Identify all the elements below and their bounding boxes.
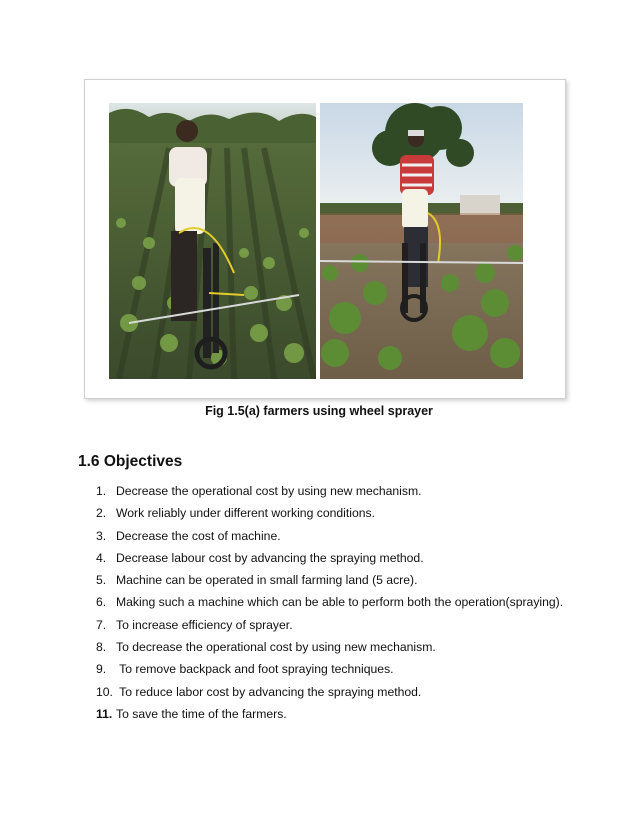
list-item (96, 703, 563, 725)
left-photo-image (109, 103, 316, 379)
section-heading: 1.6 Objectives (78, 453, 183, 470)
list-item-text: To increase efficiency of sprayer. (116, 617, 293, 632)
list-item-number: 9. (96, 662, 107, 677)
list-item-number: 6. (96, 595, 107, 610)
list-item-text: Decrease the operational cost by using new mechanism. (116, 484, 422, 498)
list-item-text: To remove backpack and foot spraying techniques. (116, 662, 394, 677)
list-item-number: 11. (96, 706, 113, 721)
list-item-text: Making such a machine which can be able to perform both the operation(spraying). (116, 595, 564, 610)
list-item-number: 2. (96, 506, 107, 521)
figure-frame (84, 79, 566, 399)
list-item-text: To decrease the operational cost by using new mechanism. (116, 640, 436, 655)
list-item-number: 10. (96, 684, 113, 699)
list-item (96, 614, 563, 636)
list-item-text: To reduce labor cost by advancing the spraying method. (116, 684, 422, 699)
list-item-number: 3. (96, 528, 107, 543)
objectives-list (96, 480, 563, 725)
list-item (96, 569, 563, 591)
list-item-text: Decrease the cost of machine. (116, 528, 281, 543)
list-item-number: 1. (96, 484, 107, 498)
list-item-text: Machine can be operated in small farming land (5 acre). (116, 573, 418, 588)
list-item (96, 591, 563, 613)
right-photo (320, 103, 523, 379)
list-item (96, 502, 563, 524)
list-item-text: Decrease labour cost by advancing the spraying method. (116, 550, 424, 565)
list-item (96, 658, 563, 680)
list-item-number: 4. (96, 550, 107, 565)
list-item (96, 636, 563, 658)
list-item (96, 681, 563, 703)
list-item (96, 525, 563, 547)
list-item-number: 5. (96, 573, 107, 588)
list-item (96, 480, 563, 502)
right-photo-image (320, 103, 523, 379)
list-item-text: Work reliably under different working conditions. (116, 506, 376, 521)
figure-caption: Fig 1.5(a) farmers using wheel sprayer (205, 404, 433, 418)
list-item-number: 7. (96, 617, 107, 632)
list-item (96, 547, 563, 569)
left-photo (109, 103, 316, 379)
list-item-text: To save the time of the farmers. (116, 706, 287, 721)
list-item-number: 8. (96, 640, 107, 655)
